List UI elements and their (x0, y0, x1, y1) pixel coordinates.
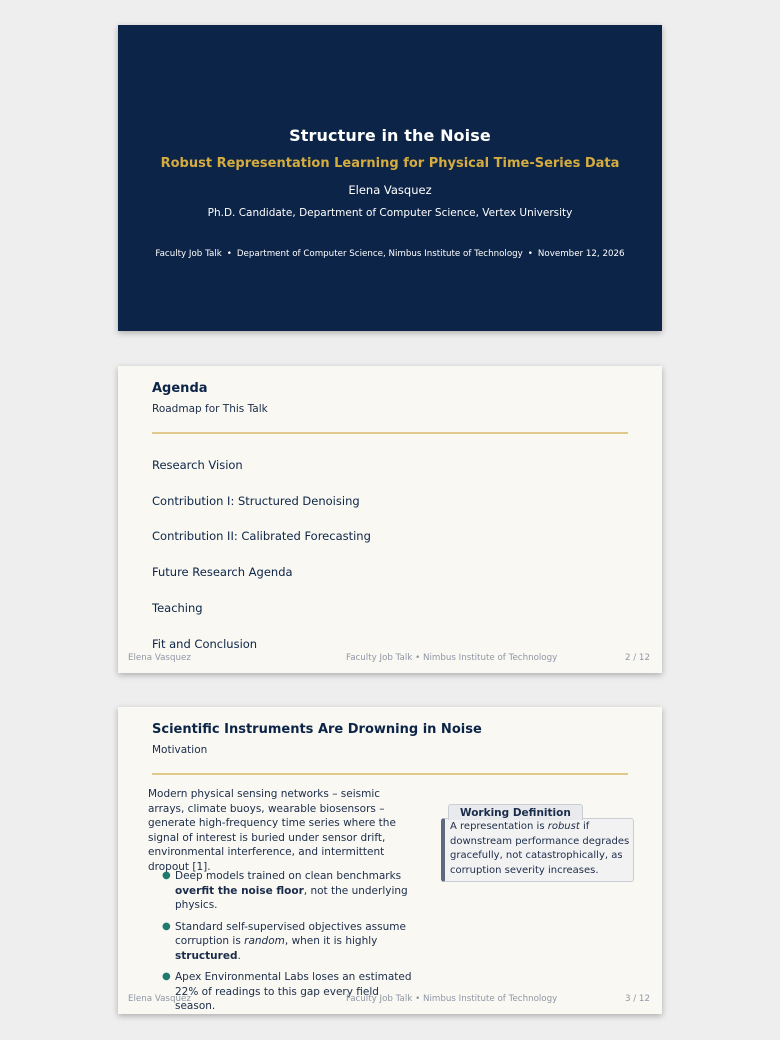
footer-talk: Faculty Job Talk • Nimbus Institute of Technology (346, 653, 558, 663)
slide-title: Scientific Instruments Are Drowning in Noise (152, 722, 482, 737)
agenda-slide (118, 366, 662, 673)
slide-footer (128, 994, 650, 1006)
agenda-item: Contribution II: Calibrated Forecasting (152, 529, 371, 543)
list-item: ● Deep models trained on clean benchmarks overfit the noise floor, not the underlying physics. (162, 870, 408, 911)
separator-dot: • (226, 249, 232, 259)
motivation-paragraph: Modern physical sensing networks – seismic arrays, climate buoys, wearable biosensors – generate high-frequency time series where the signal of interest is buried under sensor drift, environmental interference, and intermittent dropout [1]. (148, 788, 396, 873)
talk-title: Structure in the Noise (289, 126, 491, 145)
venue-line (118, 249, 662, 259)
title-divider (152, 773, 628, 775)
page-number: 3 / 12 (624, 994, 650, 1004)
list-item: ● Standard self-supervised objectives assume corruption is random, when it is highly structured. (162, 920, 406, 962)
bullet-icon: ● (162, 870, 171, 881)
bullet-list (162, 869, 414, 1014)
agenda-item: Contribution I: Structured Denoising (152, 494, 360, 508)
agenda-item: Future Research Agenda (152, 565, 293, 579)
separator-dot: • (527, 249, 533, 259)
footer-talk: Faculty Job Talk • Nimbus Institute of Technology (346, 994, 558, 1004)
page-number: 2 / 12 (624, 653, 650, 663)
slide-subtitle: Motivation (152, 744, 208, 756)
title-slide (118, 25, 662, 331)
agenda-item: Research Vision (152, 458, 243, 472)
title-divider (152, 432, 628, 434)
author-affiliation: Ph.D. Candidate, Department of Computer Science, Vertex University (207, 207, 573, 219)
definition-title: Working Definition (448, 804, 583, 820)
definition-text: A representation is robust if downstream performance degrades gracefully, not catastrophically, as corruption severity increases. (450, 821, 630, 876)
bullet-icon: ● (162, 920, 171, 932)
agenda-item: Teaching (152, 601, 203, 615)
venue-talk: Faculty Job Talk (155, 249, 222, 259)
footer-author: Elena Vasquez (128, 994, 191, 1004)
slide-title: Agenda (152, 381, 208, 396)
motivation-slide (118, 707, 662, 1014)
venue-department: Department of Computer Science, Nimbus Institute of Technology (236, 249, 523, 259)
slide-footer (128, 653, 650, 665)
talk-subtitle: Robust Representation Learning for Physical Time-Series Data (160, 156, 620, 171)
bullet-icon: ● (162, 971, 171, 982)
author-name: Elena Vasquez (348, 183, 432, 197)
agenda-item: Fit and Conclusion (152, 637, 258, 651)
list-item: ● Apex Environmental Labs loses an estimated 22% of readings to this gap every field season. (162, 971, 412, 1012)
footer-author: Elena Vasquez (128, 653, 191, 663)
venue-date: November 12, 2026 (537, 249, 625, 259)
slide-subtitle: Roadmap for This Talk (152, 403, 268, 415)
